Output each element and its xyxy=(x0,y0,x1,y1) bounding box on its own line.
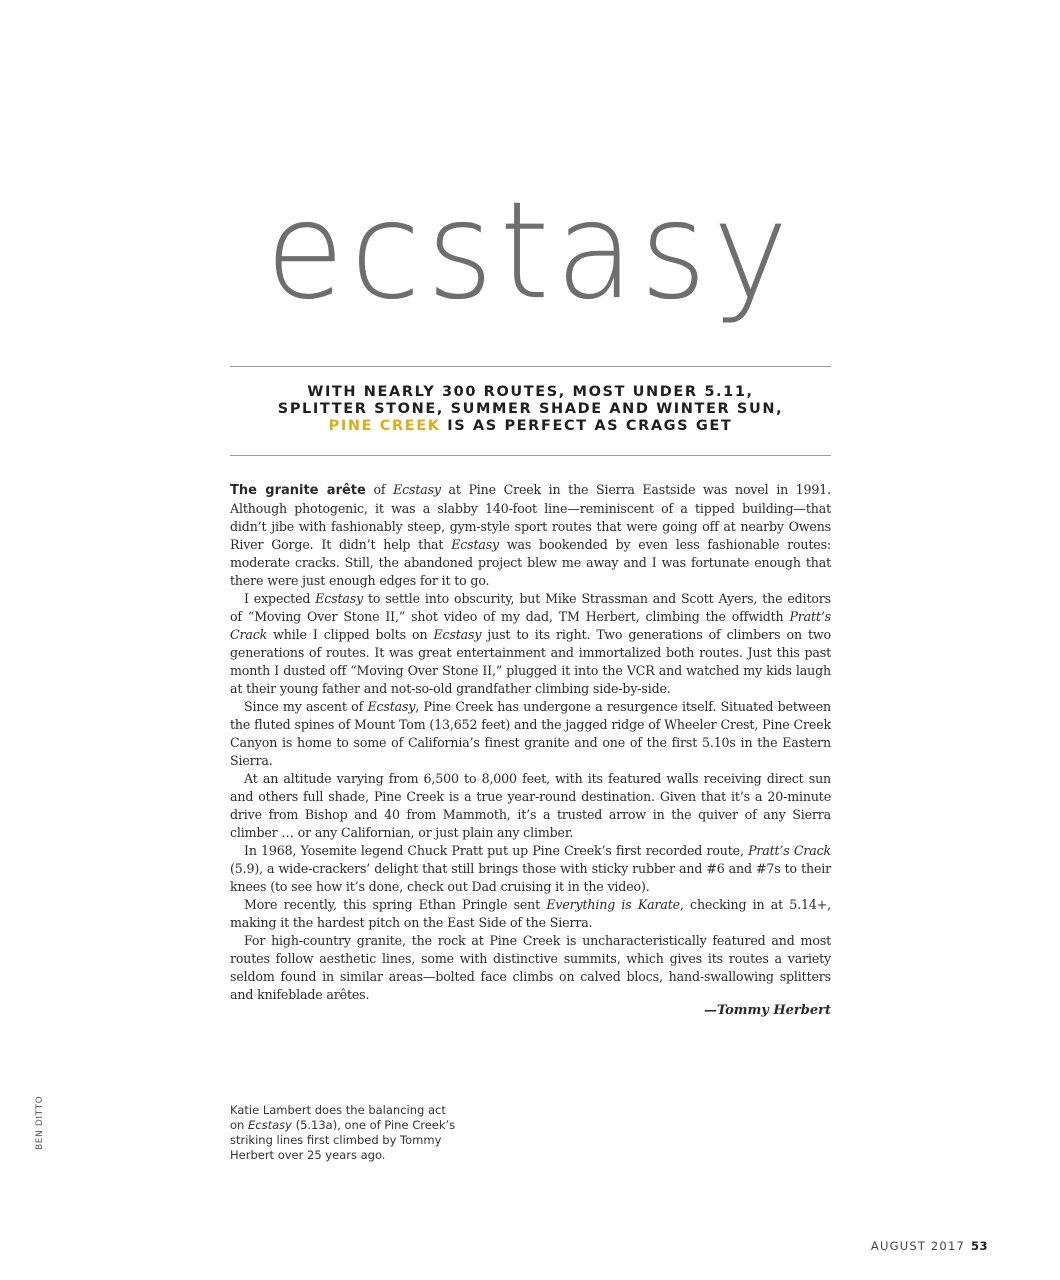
deck-line-3 xyxy=(230,418,831,435)
issue-date: AUGUST 2017 xyxy=(870,1239,965,1253)
top-divider xyxy=(230,366,831,367)
article-deck xyxy=(230,384,831,435)
page-number: 53 xyxy=(970,1239,988,1253)
deck-line-1: WITH NEARLY 300 ROUTES, MOST UNDER 5.11, xyxy=(307,384,754,400)
byline: —Tommy Herbert xyxy=(703,1003,831,1018)
deck-accent-pine-creek: PINE CREEK xyxy=(328,418,441,434)
paragraph-5: In 1968, Yosemite legend Chuck Pratt put up Pine Creek’s first recorded route, Pratt’s Crack (5.9), a wide-crackers’ delight that still brings those with sticky rubber and #6 and #7s to their knees (to see how it’s done, check out Dad cruising it in the video). xyxy=(230,843,831,894)
paragraph-7: For high-country granite, the rock at Pine Creek is uncharacteristically featured and most routes follow aesthetic lines, some with distinctive summits, which gives its routes a variety seldom found in similar areas—bolted face climbs on calved blocs, hand-swallowing splitters and knifeblade arêtes. xyxy=(230,933,831,1002)
paragraph-2: I expected Ecstasy to settle into obscurity, but Mike Strassman and Scott Ayers, the editors of “Moving Over Stone II,” shot video of my dad, TM Herbert, climbing the offwidth Pratt’s Crack while I clipped bolts on Ecstasy just to its right. Two generations of climbers on two generations of routes. It was great entertainment and immortalized both routes. Just this past month I dusted off “Moving Over Stone II,” plugged it into the VCR and watched my kids laugh at their young father and not-so-old grandfather climbing side-by-side. xyxy=(230,591,831,696)
paragraph-3: Since my ascent of Ecstasy, Pine Creek has undergone a resurgence itself. Situated between the fluted spines of Mount Tom (13,652 feet) and the jagged ridge of Wheeler Crest, Pine Creek Canyon is home to some of California’s finest granite and one of the first 5.10s in the Eastern Sierra. xyxy=(230,699,831,768)
deck-line-3-rest: IS AS PERFECT AS CRAGS GET xyxy=(440,418,733,434)
lead-in: The granite arête xyxy=(230,483,366,498)
article-body xyxy=(230,481,831,1004)
paragraph-6: More recently, this spring Ethan Pringle sent Everything is Karate, checking in at 5.14+, making it the hardest pitch on the East Side of the Sierra. xyxy=(230,897,831,930)
deck-line-2: SPLITTER STONE, SUMMER SHADE AND WINTER SUN, xyxy=(277,401,784,417)
article-title: ecstasy xyxy=(265,173,795,330)
folio xyxy=(871,1239,988,1253)
paragraph-1: The granite arête of Ecstasy at Pine Creek in the Sierra Eastside was novel in 1991. Although photogenic, it was a slabby 140-foot line—reminiscent of a tipped building—that didn’t jibe with fashionably steep, gym-style sport routes that were going off at nearby Owens River Gorge. It didn’t help that Ecstasy was bookended by even less fashionable routes: moderate cracks. Still, the abandoned project blew me away and I was fortunate enough that there were just enough edges for it to go. xyxy=(230,482,831,588)
photo-credit: BEN DITTO xyxy=(35,1095,45,1150)
bottom-divider xyxy=(230,455,831,456)
paragraph-4: At an altitude varying from 6,500 to 8,000 feet, with its featured walls receiving direct sun and others full shade, Pine Creek is a true year-round destination. Given that it’s a 20-minute drive from Bishop and 40 from Mammoth, it’s a trusted arrow in the quiver of any Sierra climber … or any Californian, or just plain any climber. xyxy=(230,771,831,840)
photo-caption: Katie Lambert does the balancing act on Ecstasy (5.13a), one of Pine Creek’s striking lines first climbed by Tommy Herbert over 25 years ago. xyxy=(230,1103,456,1162)
